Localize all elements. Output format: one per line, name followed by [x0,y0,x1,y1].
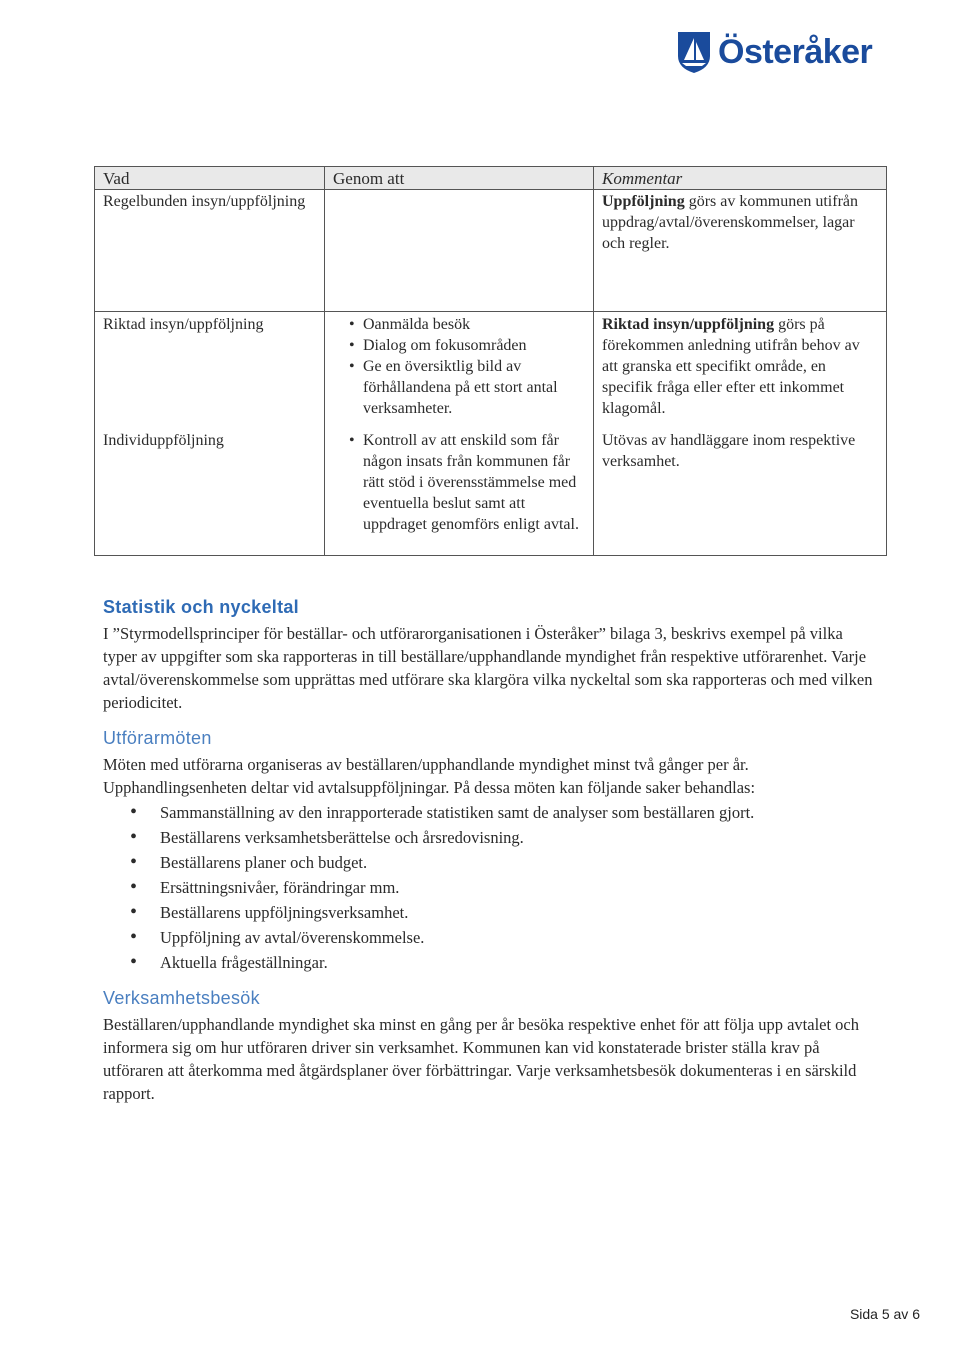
list-item: • Beställarens uppföljningsverksamhet. [130,900,754,925]
list-item: • Uppföljning av avtal/överenskommelse. [130,925,754,950]
list-item: • Oanmälda besök [349,314,585,335]
cell-genom-att [325,429,594,556]
cell-vad: Riktad insyn/uppföljning [95,312,325,430]
paragraph-utforarmoten: Möten med utförarna organiseras av beställaren/upphandlande myndighet minst två gånger per år. Upphandlingsenheten deltar vid avtalsuppföljningar. På dessa möten kan följande saker behandlas: [103,755,756,797]
header-genom-att: Genom att [325,167,594,190]
comment-text: görs på förekommen anledning utifrån behov av att granska ett specifikt område, en specifik fråga eller efter ett inkommet klagomål. [602,316,860,417]
paragraph-statistik: I ”Styrmodellsprinciper för beställar- och utförarorganisationen i Österåker” bilaga 3, beskrivs exempel på vilka typer av uppgifter som ska rapporteras in till beställare/upphandlande myndighet från respektive utförarenhet. Varje avtal/överenskommelse som upprättas med utförare ska klargöra vilka nyckeltal som ska rapporteras och med vilken periodicitet. [103,624,873,712]
cell-genom-att [325,190,594,312]
list-item: • Sammanställning av den inrapporterade statistiken samt de analyser som beställaren gjort. [130,800,754,825]
table-row [95,312,887,430]
logo [676,28,872,76]
cell-vad: Regelbunden insyn/uppföljning [95,190,325,312]
table-header-row [95,167,887,190]
method-list [333,430,585,535]
comment-bold: Uppföljning [602,193,685,210]
cell-kommentar [594,312,887,430]
list-item: • Ge en översiktlig bild av förhållandena på ett stort antal verksamheter. [349,356,585,419]
list-item: • Kontroll av att enskild som får någon insats från kommunen får rätt stöd i överensstämmelse med eventuella beslut samt att uppdraget genomförs enligt avtal. [349,430,585,535]
follow-up-table [94,166,887,556]
heading-verksamhetsbesok: Verksamhetsbesök [103,988,260,1008]
list-item: • Beställarens planer och budget. [130,850,754,875]
header-vad: Vad [95,167,325,190]
heading-utforarmoten: Utförarmöten [103,728,212,748]
heading-statistik: Statistik och nyckeltal [103,597,299,617]
list-item: • Beställarens verksamhetsberättelse och årsredovisning. [130,825,754,850]
cell-kommentar [594,190,887,312]
meeting-topics-list [130,800,754,975]
cell-genom-att [325,312,594,430]
header-kommentar: Kommentar [594,167,887,190]
page-number: Sida 5 av 6 [849,1306,920,1322]
list-item: • Dialog om fokusområden [349,335,585,356]
list-item: • Ersättningsnivåer, förändringar mm. [130,875,754,900]
shield-icon [676,30,712,74]
paragraph-verksamhetsbesok: Beställaren/upphandlande myndighet ska minst en gång per år besöka respektive enhet för att följa upp avtalet och informera sig om hur utföraren driver sin verksamhet. Kommunen kan vid konstaterade brister ställa krav på utföraren att återkomma med åtgärdsplaner över förbättringar. Varje verksamhetsbesök dokumenteras i en särskild rapport. [103,1015,860,1103]
table-row [95,190,887,312]
cell-vad: Individuppföljning [95,429,325,556]
method-list [333,314,585,419]
table-row [95,429,887,556]
cell-kommentar: Utövas av handläggare inom respektive verksamhet. [594,429,887,556]
comment-text: görs av kommunen utifrån uppdrag/avtal/överenskommelser, lagar och regler. [602,193,858,252]
comment-bold: Riktad insyn/uppföljning [602,316,775,333]
logo-text: Österåker [718,32,873,71]
list-item: • Aktuella frågeställningar. [130,950,754,975]
